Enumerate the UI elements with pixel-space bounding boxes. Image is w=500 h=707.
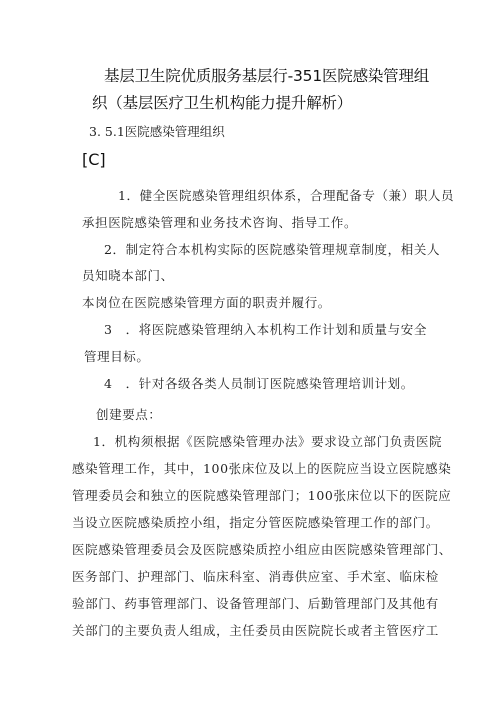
body-line: 医院感染管理委员会及医院感染质控小组应由医院感染管理部门、 [72,542,452,557]
body-line: 关部门的主要负责人组成，主任委员由医院院长或者主管医疗工 [72,623,439,638]
body-line: 本岗位在医院感染管理方面的职责并履行。 [82,295,331,310]
body-line: 管理委员会和独立的医院感染管理部门；100张床位以下的医院应 [72,488,452,503]
body-line: 验部门、药事管理部门、设备管理部门、后勤管理部门及其他有 [72,596,439,611]
body-line: 员知晓本部门、 [82,268,174,283]
document-title-line-1: 基层卫生院优质服务基层行-351医院感染管理组 [104,67,430,85]
body-line: 当设立医院感染质控小组，指定分管医院感染管理工作的部门。 [72,515,439,530]
body-line: 承担医院感染管理和业务技术咨询、指导工作。 [82,215,358,230]
body-line: 医务部门、护理部门、临床科室、消毒供应室、手术室、临床检 [72,569,439,584]
body-line: 感染管理工作，其中，100张床位及以上的医院应当设立医院感染 [72,461,452,476]
body-line: 2．制定符合本机构实际的医院感染管理规章制度，相关人 [104,242,441,257]
body-line: 1．健全医院感染管理组织体系，合理配备专（兼）职人员 [118,188,455,203]
section-heading: 3. 5.1医院感染管理组织 [89,124,225,139]
body-line: 3 ．将医院感染管理纳入本机构工作计划和质量与安全 [104,322,427,337]
grade-label: [C] [82,150,106,169]
document-title-line-2: 织（基层医疗卫生机构能力提升解析） [92,94,353,112]
body-line: 创建要点： [96,407,162,422]
body-line: 管理目标。 [84,349,150,364]
body-line: 4 ．针对各级各类人员制订医院感染管理培训计划。 [104,376,414,391]
body-line: 1．机构须根据《医院感染管理办法》要求设立部门负责医院 [93,434,443,449]
